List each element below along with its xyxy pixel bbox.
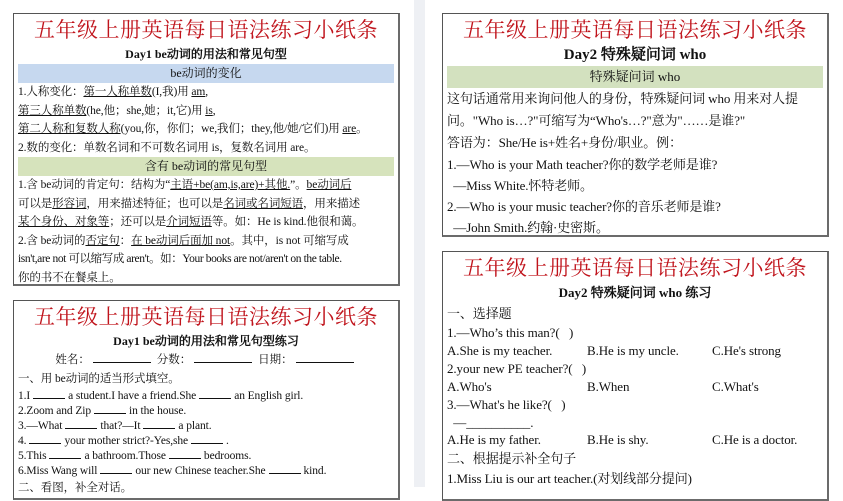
student-info-row (14, 351, 398, 370)
section-heading: 二、看图，补全对话。 (18, 481, 132, 494)
day2-exercise-card (442, 251, 829, 501)
option-a[interactable]: A.He is my father. (447, 432, 541, 447)
day1-exercise-card (13, 300, 400, 500)
exercise-item: 3.—What that?—It a plant. (18, 419, 212, 432)
answer-blank[interactable] (199, 389, 231, 399)
text-line: 这句话通常用来询问他人的身份，特殊疑问词 who 用来对人提 (447, 91, 798, 106)
name-label: 姓名： (55, 354, 90, 366)
answer-blank[interactable] (191, 434, 223, 444)
example-line: —Miss White.怀特老师。 (447, 178, 593, 193)
answer-blank[interactable] (143, 419, 175, 429)
text-line: 2.含 be动词的否定句：在 be动词后面加 not。其中，is not 可缩写成 (18, 234, 349, 247)
example-line: 2.—Who is your music teacher?你的音乐老师是谁? (447, 199, 721, 214)
answer-line[interactable]: —__________. (447, 415, 534, 430)
text-line: 1.人称变化：第一人称单数(I,我)用 am, (18, 86, 209, 98)
option-a[interactable]: A.She is my teacher. (447, 343, 553, 358)
question: 2.your new PE teacher?( ) (447, 361, 587, 376)
day2-grammar-card (442, 13, 829, 237)
card-title: 五年级上册英语每日语法练习小纸条 (463, 256, 807, 280)
option-b[interactable]: B.When (587, 379, 630, 394)
card-title: 五年级上册英语每日语法练习小纸条 (34, 305, 378, 329)
text-line: 问。"Who is…?"可缩写为“Who's…?"意为"……是谁?" (447, 113, 746, 128)
options-row (443, 342, 827, 360)
answer-blank[interactable] (33, 389, 65, 399)
text-line: 第三人称单数(he,他；she,她；it,它)用 is, (18, 104, 216, 117)
section-band-who: 特殊疑问词 who (447, 66, 823, 88)
date-label: 日期： (258, 354, 293, 366)
exercise-item: 4. your mother strict?-Yes,she . (18, 434, 229, 447)
example-line: 1.—Who is your Math teacher?你的数学老师是谁? (447, 157, 718, 172)
section-heading: 一、用 be动词的适当形式填空。 (18, 373, 180, 385)
answer-blank[interactable] (169, 449, 201, 459)
text-line: 1.含 be动词的肯定句：结构为“主语+be(am,is,are)+其他.”。be动词后 (18, 179, 352, 191)
score-label: 分数： (156, 354, 192, 366)
section-heading: 一、选择题 (447, 306, 512, 321)
question: 1.—Who’s this man?( ) (447, 325, 574, 340)
day1-grammar-card (13, 13, 400, 286)
section-band-be-sentence-patterns: 含有 be动词的常见句型 (18, 157, 394, 176)
answer-blank[interactable] (100, 464, 132, 474)
name-field[interactable] (93, 353, 151, 363)
page-gutter (414, 0, 425, 487)
example-line: —John Smith.约翰·史密斯。 (447, 220, 609, 235)
text-line: 第二人称和复数人称(you,你，你们；we,我们；they,他/她/它们)用 are。 (18, 123, 368, 135)
question: 1.Miss Liu is our art teacher.(对划线部分提问) (447, 471, 692, 486)
question: 3.—What's he like?( ) (447, 397, 566, 412)
card-subtitle: Day2 特殊疑问词 who 练习 (558, 285, 712, 300)
exercise-item: 6.Miss Wang will our new Chinese teacher.She kind. (18, 464, 327, 477)
text-line: isn't,are not 可以缩写成 aren't。如：Your books are not/aren't on the table. (18, 253, 342, 265)
options-row (443, 378, 827, 396)
card-title: 五年级上册英语每日语法练习小纸条 (34, 18, 378, 42)
card-subtitle: Day2 特殊疑问词 who (563, 47, 707, 63)
answer-blank[interactable] (94, 404, 126, 414)
answer-blank[interactable] (269, 464, 301, 474)
card-subtitle: Day1 be动词的用法和常见句型 (125, 47, 287, 61)
options-row (443, 431, 827, 449)
card-subtitle: Day1 be动词的用法和常见句型练习 (113, 334, 299, 348)
text-line: 你的书不在餐桌上。 (18, 271, 121, 284)
text-line: 答语为：She/He is+姓名+身份/职业。例： (447, 135, 682, 150)
section-band-be-verb-changes: be动词的变化 (18, 64, 394, 83)
answer-blank[interactable] (29, 434, 61, 444)
answer-blank[interactable] (49, 449, 81, 459)
answer-blank[interactable] (65, 419, 97, 429)
score-field[interactable] (194, 353, 252, 363)
option-b[interactable]: B.He is shy. (587, 432, 649, 447)
option-b[interactable]: B.He is my uncle. (587, 343, 679, 358)
section-heading: 二、根据提示补全句子 (447, 451, 577, 466)
card-title: 五年级上册英语每日语法练习小纸条 (463, 18, 807, 42)
exercise-item: 1.I a student.I have a friend.She an English girl. (18, 389, 304, 402)
date-field[interactable] (296, 353, 354, 363)
exercise-item: 5.This a bathroom.Those bedrooms. (18, 449, 252, 462)
text-line: 某个身份、对象等；还可以是介词短语等。如：He is kind.他很和蔼。 (18, 216, 364, 228)
text-line: 可以是形容词，用来描述特征；也可以是名词或名词短语，用来描述 (18, 197, 361, 210)
option-c[interactable]: C.What's (712, 379, 759, 394)
text-line: 2.数的变化：单数名词和不可数名词用 is，复数名词用 are。 (18, 141, 316, 154)
option-c[interactable]: C.He's strong (712, 343, 781, 358)
option-a[interactable]: A.Who's (447, 379, 492, 394)
exercise-item: 2.Zoom and Zip in the house. (18, 404, 187, 417)
option-c[interactable]: C.He is a doctor. (712, 432, 798, 447)
